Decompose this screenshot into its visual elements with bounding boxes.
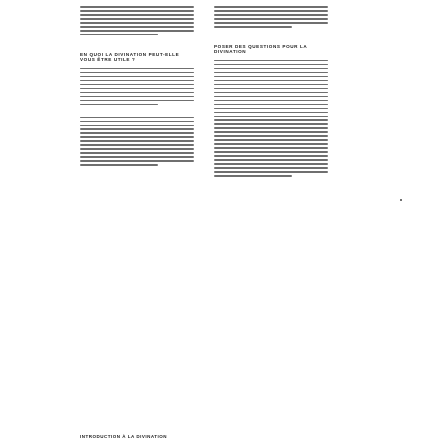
- text-line: [214, 84, 328, 86]
- text-line: [80, 96, 194, 98]
- text-line: [80, 152, 194, 154]
- text-line: [80, 144, 194, 146]
- text-line: [214, 14, 328, 16]
- text-line: [80, 34, 158, 36]
- text-line: [214, 80, 328, 82]
- text-line: [80, 10, 194, 12]
- text-line: [80, 68, 194, 70]
- text-line: [214, 64, 328, 66]
- paragraph-text-block: [80, 68, 194, 105]
- text-line: [80, 148, 194, 150]
- paragraph-text-block: [80, 117, 194, 166]
- text-line: [80, 14, 194, 16]
- text-line: [214, 88, 328, 90]
- text-line: [214, 167, 328, 169]
- section-heading-questions: POSER DES QUESTIONS POUR LA DIVINATION: [214, 43, 308, 55]
- text-line: [80, 22, 194, 24]
- text-line: [80, 164, 158, 166]
- text-line: [214, 6, 328, 8]
- text-line: [214, 127, 328, 129]
- left-column: [80, 6, 194, 168]
- text-line: [80, 6, 194, 8]
- text-line: [80, 76, 194, 78]
- text-line: [214, 18, 328, 20]
- text-line: [80, 132, 194, 134]
- text-line: [214, 60, 328, 62]
- text-line: [80, 18, 194, 20]
- text-line: [214, 26, 292, 28]
- margin-mark: [400, 199, 402, 201]
- text-line: [80, 160, 194, 162]
- paragraph-text-block: [80, 6, 194, 35]
- text-line: [214, 175, 292, 177]
- text-line: [214, 143, 328, 145]
- text-line: [214, 104, 328, 106]
- text-line: [214, 76, 328, 78]
- text-line: [80, 84, 194, 86]
- text-line: [214, 131, 328, 133]
- paragraph-text-block: [214, 60, 328, 177]
- text-line: [214, 68, 328, 70]
- text-line: [214, 135, 328, 137]
- text-line: [80, 104, 158, 106]
- text-line: [214, 96, 328, 98]
- text-line: [214, 116, 328, 118]
- paragraph-text-block: [214, 6, 328, 28]
- section-heading-utility: EN QUOI LA DIVINATION PEUT-ELLE VOUS ÊTRE UTILE ?: [80, 51, 180, 63]
- text-line: [214, 112, 328, 114]
- text-line: [80, 88, 194, 90]
- text-line: [214, 171, 328, 173]
- text-line: [80, 100, 194, 102]
- right-column: [214, 6, 328, 179]
- text-line: [214, 155, 328, 157]
- text-line: [80, 121, 194, 123]
- text-line: [80, 92, 194, 94]
- text-line: [214, 108, 328, 110]
- text-line: [80, 80, 194, 82]
- text-line: [214, 22, 328, 24]
- text-line: [214, 147, 328, 149]
- text-line: [214, 72, 328, 74]
- text-line: [214, 159, 328, 161]
- text-line: [214, 10, 328, 12]
- text-line: [214, 100, 328, 102]
- text-line: [214, 163, 328, 165]
- text-line: [214, 139, 328, 141]
- text-line: [80, 117, 194, 119]
- text-line: [80, 156, 194, 158]
- text-line: [80, 72, 194, 74]
- text-line: [214, 123, 328, 125]
- text-line: [80, 140, 194, 142]
- text-line: [80, 128, 194, 130]
- text-line: [80, 26, 194, 28]
- text-line: [214, 151, 328, 153]
- text-line: [214, 119, 328, 121]
- text-line: [80, 30, 194, 32]
- text-line: [80, 125, 194, 127]
- running-footer: INTRODUCTION À LA DIVINATION: [80, 434, 167, 439]
- text-line: [214, 92, 328, 94]
- text-line: [80, 136, 194, 138]
